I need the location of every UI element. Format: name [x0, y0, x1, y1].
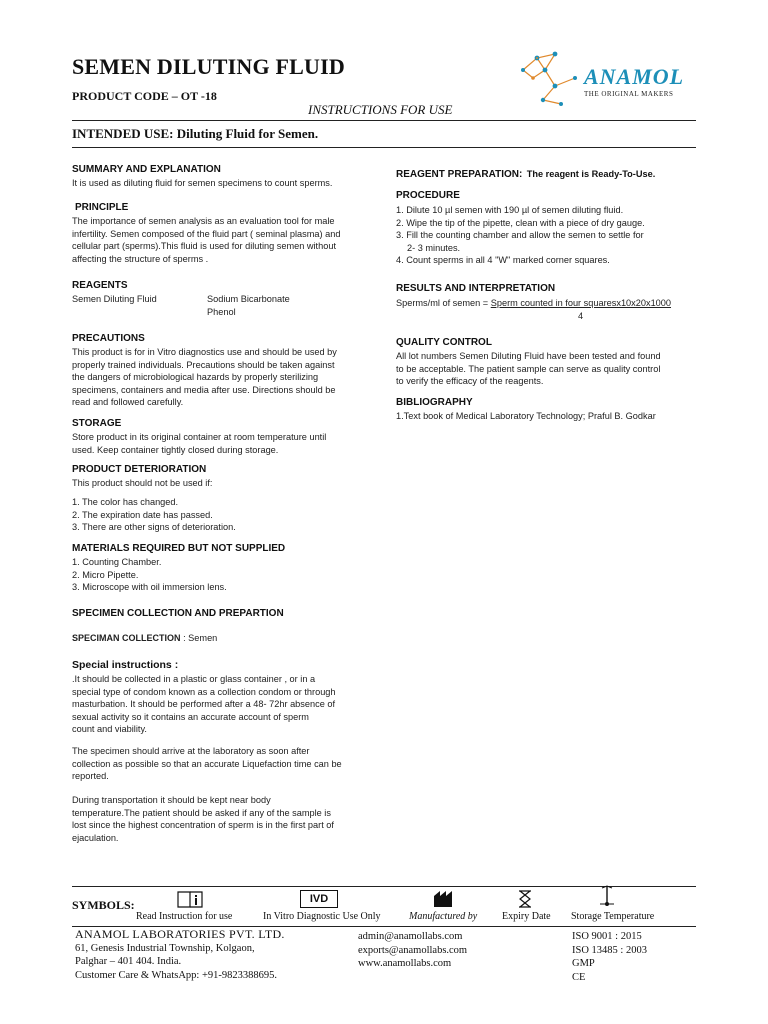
symbol-caption: Manufactured by: [409, 911, 478, 922]
company-name: ANAMOL LABORATORIES PVT. LTD.: [75, 927, 285, 941]
special-instructions-text: .It should be collected in a plastic or glass container , or in a special type of condom known as a collection condom or through masturbation. It should be performed after a 48- 72hr absence of sexual activity so it contains an accurate account of sperm count and viability.: [72, 674, 336, 735]
list-item: 3. Microscope with oil immersion lens.: [72, 582, 227, 593]
speciman-collection: SPECIMAN COLLECTION : Semen: [72, 633, 218, 643]
list-item: 2. The expiration date has passed.: [72, 509, 213, 520]
list-item: 1. Counting Chamber.: [72, 557, 162, 567]
arrival-text: The specimen should arrive at the laboratory as soon after collection as possible so that an accurate Liquefaction time can be reported.: [72, 746, 342, 782]
summary-heading: SUMMARY AND EXPLANATION: [72, 164, 221, 175]
reagent-item: Semen Diluting Fluid: [72, 294, 157, 304]
symbol-caption: Storage Temperature: [571, 911, 655, 922]
page-title: SEMEN DILUTING FLUID: [72, 54, 345, 79]
deterioration-intro: This product should not be used if:: [72, 478, 213, 488]
reagent-item: Sodium Bicarbonate: [207, 294, 290, 304]
procedure-heading: PROCEDURE: [396, 190, 460, 201]
transport-text: During transportation it should be kept near body temperature.The patient should be asked if any of the sample is lost since the highest concentration of sperm is in the first part of ejaculation.: [72, 795, 334, 843]
email-link: admin@anamollabs.com: [358, 931, 463, 942]
thermometer-icon: [596, 884, 618, 908]
specimen-heading: SPECIMEN COLLECTION AND PREPARTION: [72, 608, 284, 619]
divider: [72, 147, 696, 148]
formula-denominator: 4: [578, 311, 584, 321]
list-item: 4. Count sperms in all 4 "W" marked corner squares.: [396, 255, 610, 266]
materials-list: [72, 556, 227, 594]
reagents-heading: REAGENTS: [72, 280, 128, 291]
product-code: PRODUCT CODE – OT -18: [72, 89, 217, 103]
customer-care: Customer Care & WhatsApp: +91-9823388695.: [75, 969, 277, 981]
ivd-icon: IVD: [300, 890, 338, 908]
instructions-heading: INSTRUCTIONS FOR USE: [308, 102, 453, 117]
symbols-title: SYMBOLS:: [72, 898, 135, 912]
summary-text: It is used as diluting fluid for semen specimens to count sperms.: [72, 178, 333, 188]
brand-name: ANAMOL: [584, 64, 685, 89]
list-item: 3. Fill the counting chamber and allow the semen to settle for: [396, 230, 644, 241]
divider: [72, 120, 696, 121]
materials-heading: MATERIALS REQUIRED BUT NOT SUPPLIED: [72, 543, 286, 554]
results-formula: Sperms/ml of semen = Sperm counted in four squaresx10x20x1000: [396, 298, 672, 308]
list-item: 1. The color has changed.: [72, 497, 179, 507]
reagent-preparation: REAGENT PREPARATION: The reagent is Ready-To-Use.: [396, 169, 656, 180]
email-link: exports@anamollabs.com: [358, 944, 468, 956]
list-item: 2- 3 minutes.: [407, 242, 461, 253]
principle-heading: PRINCIPLE: [75, 202, 129, 213]
storage-heading: STORAGE: [72, 418, 122, 429]
company-address: ANAMOL LABORATORIES PVT. LTD. 61, Genesis Industrial Township, Kolgaon, Palghar – 401 404. India. Customer Care & WhatsApp: +91-9823388695.: [75, 927, 285, 981]
reagent-item: Phenol: [207, 307, 236, 317]
bibliography-text: 1.Text book of Medical Laboratory Technology; Praful B. Godkar: [396, 411, 656, 421]
hourglass-icon: [516, 889, 534, 909]
precautions-text: This product is for in Vitro diagnostics use and should be used by properly trained individuals. Precautions should be taken against the dangers of microbiological hazards by properly sterilizing specimens, containers and media after use. Directions should be read and followed carefully.: [72, 347, 337, 408]
deterioration-list: [72, 496, 236, 534]
quality-control-heading: QUALITY CONTROL: [396, 337, 492, 348]
symbol-caption: Read Instruction for use: [136, 911, 233, 922]
list-item: 1. Dilute 10 µl semen with 190 µl of semen diluting fluid.: [396, 205, 624, 215]
deterioration-heading: PRODUCT DETERIORATION: [72, 464, 207, 475]
quality-control-text: All lot numbers Semen Diluting Fluid have been tested and found to be acceptable. The patient sample can serve as quality control to verify the efficacy of the reagents.: [396, 351, 661, 387]
precautions-heading: PRECAUTIONS: [72, 333, 145, 344]
website-link: www.anamollabs.com: [358, 958, 452, 969]
symbol-caption: Expiry Date: [502, 911, 551, 922]
brand-tagline: THE ORIGINAL MAKERS: [584, 90, 674, 98]
list-item: 2. Micro Pipette.: [72, 569, 139, 580]
intended-use: INTENDED USE: Diluting Fluid for Semen.: [72, 126, 319, 141]
procedure-list: [396, 204, 645, 267]
results-heading: RESULTS AND INTERPRETATION: [396, 283, 556, 294]
contact-info: [358, 930, 467, 971]
list-item: 2. Wipe the tip of the pipette, clean with a piece of dry gauge.: [396, 217, 645, 228]
factory-icon: [432, 888, 456, 908]
bibliography-heading: BIBLIOGRAPHY: [396, 397, 473, 408]
certifications: ISO 9001 : 2015 ISO 13485 : 2003 GMP CE: [572, 931, 647, 983]
special-instructions-heading: Special instructions :: [72, 659, 179, 671]
symbol-caption: In Vitro Diagnostic Use Only: [263, 911, 381, 922]
storage-text: Store product in its original container at room temperature until used. Keep container tightly closed during storage.: [72, 432, 327, 455]
principle-text: The importance of semen analysis as an evaluation tool for male infertility. Semen composed of the fluid part ( seminal plasma) and cellular part (sperms).This fluid is used for diluting semen without affecting the structure of sperms .: [72, 216, 341, 264]
list-item: 3. There are other signs of deterioration.: [72, 522, 236, 533]
book-info-icon: [176, 890, 206, 909]
